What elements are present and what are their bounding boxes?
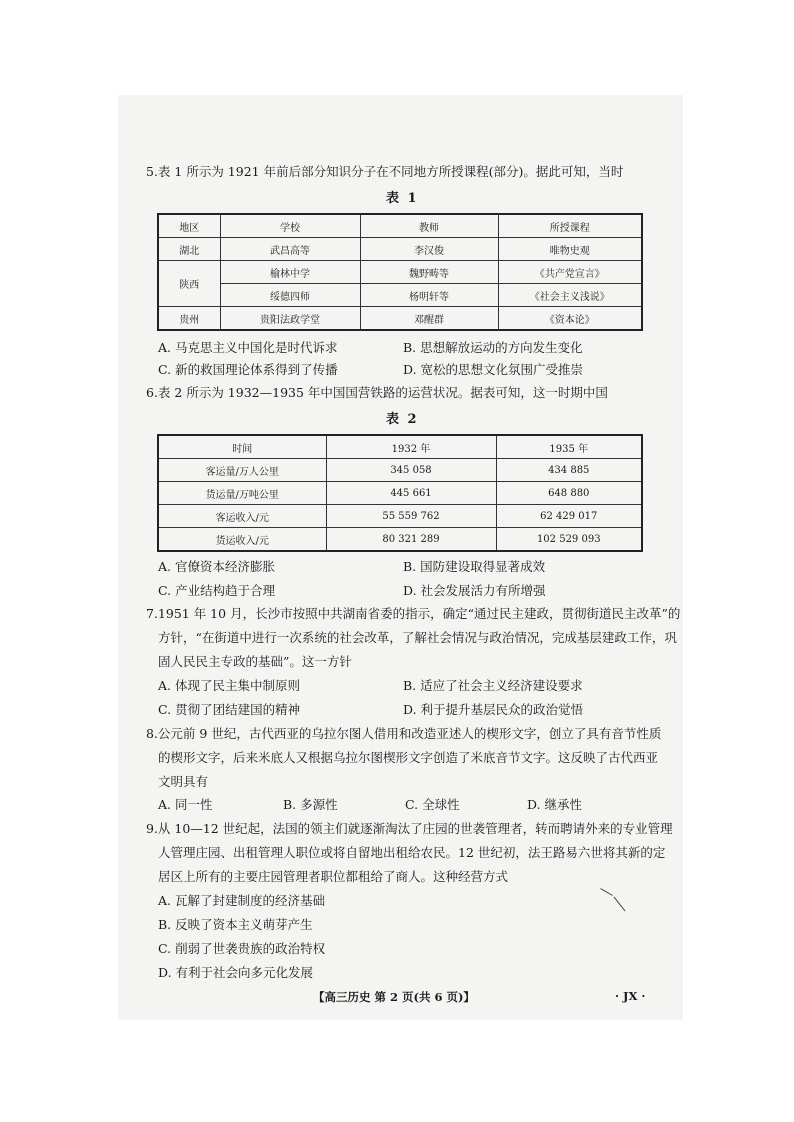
q8-stem-line3: 文明具有 (158, 774, 209, 789)
table2-header-time: 时间 (158, 435, 326, 459)
table2-1935: 102 529 093 (496, 528, 642, 552)
table1-header-teacher: 教师 (360, 214, 498, 238)
q5-option-a: A. 马克思主义中国化是时代诉求 (158, 340, 338, 355)
table2-1935: 648 880 (496, 482, 642, 505)
table1-course: 《资本论》 (498, 307, 642, 331)
table-row (158, 528, 642, 552)
q9-option-c: C. 削弱了世袭贵族的政治特权 (158, 941, 326, 956)
table1-school: 绥德四师 (220, 284, 360, 307)
table2-1932: 445 661 (326, 482, 496, 505)
table1-header-region: 地区 (158, 214, 220, 238)
q6-option-a: A. 官僚资本经济膨胀 (158, 559, 275, 574)
table1-teacher: 魏野畴等 (360, 261, 498, 284)
table2-caption: 表 2 (386, 412, 419, 427)
q7-option-d: D. 利于提升基层民众的政治觉悟 (403, 702, 584, 717)
table-row (158, 482, 642, 505)
q8-option-b: B. 多源性 (283, 797, 338, 812)
q9-option-d: D. 有利于社会向多元化发展 (158, 965, 314, 980)
q8-stem-line2: 的楔形文字，后来米底人又根据乌拉尔图楔形文字创造了米底音节文字。这反映了古代西亚 (158, 750, 659, 765)
table1-region: 陕西 (158, 261, 220, 307)
table2 (157, 434, 643, 552)
table2-header-row (158, 435, 642, 459)
table1-course: 《社会主义浅说》 (498, 284, 642, 307)
table1-region: 湖北 (158, 238, 220, 261)
table-row (158, 307, 642, 331)
q7-stem-line1: 7.1951 年 10 月，长沙市按照中共湖南省委的指示，确定“通过民主建政，贯彻街道民主改革”的 (146, 606, 681, 621)
q6-option-b: B. 国防建设取得显著成效 (403, 559, 546, 574)
table1-course: 《共产党宣言》 (498, 261, 642, 284)
exam-page (118, 95, 683, 1020)
q6-stem: 6.表 2 所示为 1932—1935 年中国国营铁路的运营状况。据表可知，这一时期中国 (146, 385, 608, 400)
q5-option-d: D. 宽松的思想文化氛围广受推崇 (403, 362, 584, 377)
table2-label: 客运收入/元 (158, 505, 326, 528)
scan-mark (600, 888, 613, 896)
table1-school: 贵阳法政学堂 (220, 307, 360, 331)
table1-school: 武昌高等 (220, 238, 360, 261)
q7-option-b: B. 适应了社会主义经济建设要求 (403, 678, 583, 693)
table-row (158, 261, 642, 284)
table1-teacher: 邓醒群 (360, 307, 498, 331)
q9-stem-line2: 人管理庄园、出租管理人职位或将自留地出租给农民。12 世纪初，法王路易六世将其新的定 (158, 845, 666, 860)
q9-option-b: B. 反映了资本主义萌芽产生 (158, 917, 313, 932)
table2-header-1935: 1935 年 (496, 435, 642, 459)
table-row (158, 459, 642, 482)
table1 (157, 213, 643, 331)
q5-option-c: C. 新的救国理论体系得到了传播 (158, 362, 338, 377)
table2-1932: 345 058 (326, 459, 496, 482)
q6-option-c: C. 产业结构趋于合理 (158, 583, 276, 598)
q7-option-a: A. 体现了民主集中制原则 (158, 678, 300, 693)
table1-header-course: 所授课程 (498, 214, 642, 238)
q8-stem-line1: 8.公元前 9 世纪，古代西亚的乌拉尔图人借用和改造亚述人的楔形文字，创立了具有音节性质 (146, 726, 662, 741)
table2-1935: 62 429 017 (496, 505, 642, 528)
table2-label: 货运收入/元 (158, 528, 326, 552)
q7-stem-line2: 方针，“在街道中进行一次系统的社会改革，了解社会情况与政治情况，完成基层建政工作，巩 (158, 630, 677, 645)
q8-option-a: A. 同一性 (158, 797, 213, 812)
table1-school: 榆林中学 (220, 261, 360, 284)
q9-option-a: A. 瓦解了封建制度的经济基础 (158, 893, 325, 908)
table2-label: 客运量/万人公里 (158, 459, 326, 482)
table1-header-school: 学校 (220, 214, 360, 238)
page-footer: 【高三历史 第 2 页(共 6 页)】 (313, 990, 475, 1004)
table2-1932: 80 321 289 (326, 528, 496, 552)
q9-stem-line1: 9.从 10—12 世纪起，法国的领主们就逐渐淘汰了庄园的世袭管理者，转而聘请外来的专业管理 (146, 821, 673, 836)
q7-option-c: C. 贯彻了团结建国的精神 (158, 702, 301, 717)
table2-header-1932: 1932 年 (326, 435, 496, 459)
table2-1932: 55 559 762 (326, 505, 496, 528)
q9-stem-line3: 居区上所有的主要庄园管理者职位都租给了商人。这种经营方式 (158, 869, 509, 884)
table2-label: 货运量/万吨公里 (158, 482, 326, 505)
table-row (158, 505, 642, 528)
q8-option-c: C. 全球性 (405, 797, 460, 812)
table1-course: 唯物史观 (498, 238, 642, 261)
page-footer-code: · JX · (615, 989, 646, 1003)
q5-option-b: B. 思想解放运动的方向发生变化 (403, 340, 583, 355)
scan-mark (614, 897, 626, 912)
table1-teacher: 李汉俊 (360, 238, 498, 261)
table1-teacher: 杨明轩等 (360, 284, 498, 307)
q5-stem: 5.表 1 所示为 1921 年前后部分知识分子在不同地方所授课程(部分)。据此可知，当时 (146, 164, 624, 179)
table1-region: 贵州 (158, 307, 220, 331)
table-row (158, 284, 642, 307)
table-row (158, 238, 642, 261)
q6-option-d: D. 社会发展活力有所增强 (403, 583, 546, 598)
q8-option-d: D. 继承性 (527, 797, 583, 812)
table2-1935: 434 885 (496, 459, 642, 482)
table1-header-row (158, 214, 642, 238)
q7-stem-line3: 固人民民主专政的基础”。这一方针 (158, 654, 352, 669)
table1-caption: 表 1 (386, 191, 419, 206)
